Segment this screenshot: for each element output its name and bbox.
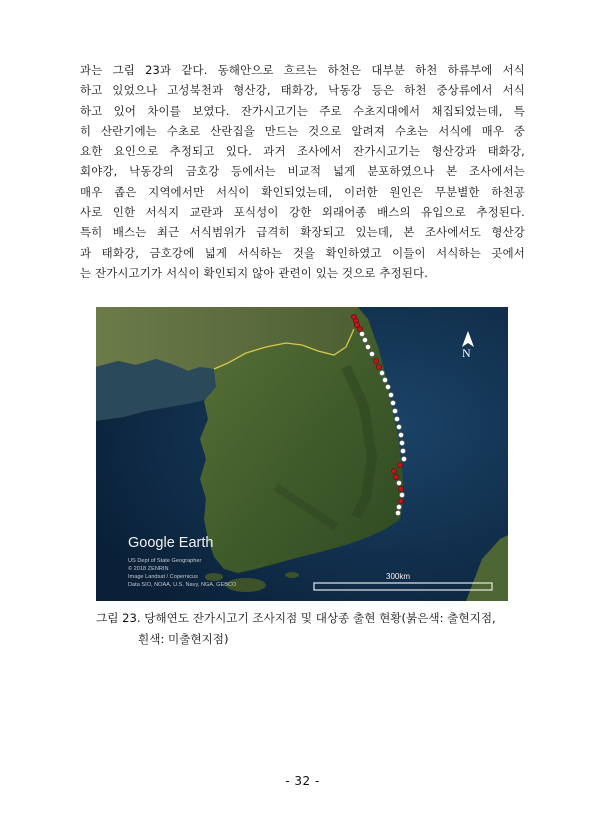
body-line: 하고 있어 차이를 보였다. 잔가시고기는 주로 수초지대에서 채집되었는데, 특 [80,103,525,118]
body-line: 과 태화강, 금호강에 넓게 서식하는 것을 확인하였고 이들이 서식하는 곳에서 [80,245,525,260]
occurrence-point [393,474,398,479]
caption-line-2: 흰색: 미출현지점) [138,632,229,646]
credit-line: US Dept of State Geographer [128,558,202,564]
non-occurrence-point [398,432,403,437]
non-occurrence-point [396,480,401,485]
occurrence-point [398,498,403,503]
credit-line: Data SIO, NOAA, U.S. Navy, NGA, GEBCO [128,582,237,588]
occurrence-point [376,364,381,369]
island [285,572,299,578]
non-occurrence-point [385,384,390,389]
non-occurrence-point [379,370,384,375]
occurrence-point [397,462,402,467]
credit-line: Image Landsat / Copernicus [128,574,198,580]
non-occurrence-point [396,424,401,429]
north-label: N [462,346,471,360]
satellite-map-figure [96,307,508,601]
non-occurrence-point [365,344,370,349]
body-line: 과는 그림 23과 같다. 동해안으로 흐르는 하천은 대부분 하천 하류부에 서식 [80,63,525,77]
page-number: - 32 - [285,774,320,788]
map-credits [128,557,236,589]
body-line: 사로 인한 서식지 교란과 포식성이 강한 외래어종 배스의 유입으로 추정된다. [80,205,525,220]
non-occurrence-point [394,416,399,421]
non-occurrence-point [359,331,364,336]
non-occurrence-point [400,448,405,453]
body-line: 요한 요인으로 추정되고 있다. 과거 조사에서 잔가시고기는 형산강과 태화강, [80,144,525,159]
non-occurrence-point [392,408,397,413]
non-occurrence-point [401,456,406,461]
non-occurrence-point [369,351,374,356]
body-line: 회야강, 낙동강의 금호강 등에서는 비교적 넓게 분포하였으나 본 조사에서는 [80,164,525,179]
non-occurrence-point [399,492,404,497]
occurrence-point [391,468,396,473]
figure-caption [96,608,526,650]
body-line: 특히 배스는 최근 서식범위가 급격히 확장되고 있는데, 본 조사에서도 형산강 [80,225,525,240]
body-line: 히 산란기에는 수초로 산란집을 만드는 것으로 알려져 수초는 서식에 매우 중 [80,123,525,138]
non-occurrence-point [388,392,393,397]
scale-label: 300km [386,572,411,581]
google-earth-logo: Google Earth [128,535,214,551]
non-occurrence-point [396,504,401,509]
body-line: 매우 좁은 지역에서만 서식이 확인되었는데, 이러한 원인은 무분별한 하천공 [80,184,525,199]
non-occurrence-point [390,400,395,405]
occurrence-point [373,358,378,363]
non-occurrence-point [395,510,400,515]
credit-line: © 2018 ZENRIN [128,566,169,572]
body-line: 는 잔가시고기가 서식이 확인되지 않아 관련이 있는 것으로 추정된다. [80,265,429,280]
non-occurrence-point [399,440,404,445]
non-occurrence-point [362,337,367,342]
non-occurrence-point [382,377,387,382]
body-line: 하고 있었으나 고성북천과 형산강, 태화강, 낙동강 등은 하천 중상류에서 서식 [80,83,525,98]
body-paragraph [80,60,525,283]
occurrence-point [357,326,362,331]
caption-line-1: 그림 23. 당해연도 잔가시고기 조사지점 및 대상종 출현 현황(붉은색: 출현지점, [96,611,496,625]
occurrence-point [398,486,403,491]
